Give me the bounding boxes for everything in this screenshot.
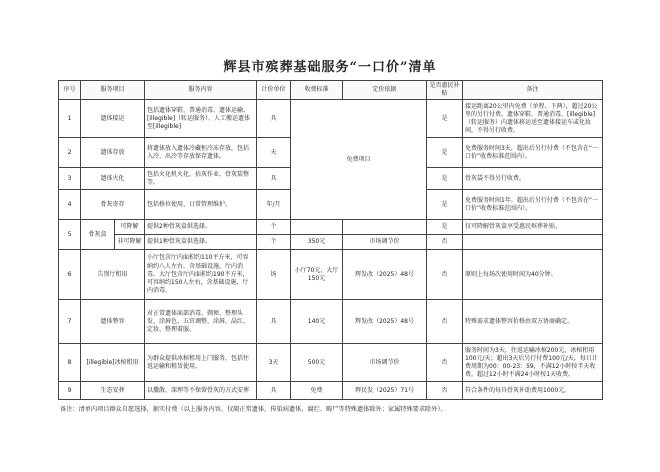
cell-benefit: 否 [427, 235, 463, 250]
cell-seq: 7 [59, 300, 81, 344]
cell-unit: 具 [257, 100, 291, 138]
cell-remark: 符合条件的每具骨灰补助费用1000元。 [463, 382, 603, 400]
cell-remark: 免费服务时间1年。超出后另行付费（不包含在“一口价”收费标准范围内）。 [463, 190, 603, 220]
cell-unit: 个 [257, 220, 291, 235]
cell-subitem: 非可降解 [115, 235, 145, 250]
header-benefit: 是否惠民补贴 [427, 81, 463, 100]
cell-seq: 3 [59, 168, 81, 190]
cell-content: 包括火化机火化、拾灰作业、骨灰装整等。 [145, 168, 257, 190]
cell-benefit: 否 [427, 382, 463, 400]
cell-content: 为群众提供冰棺租用上门服务，包括往返运输和租赁使用。 [145, 344, 257, 382]
cell-seq: 9 [59, 382, 81, 400]
cell-std: 350元 [291, 235, 343, 250]
cell-std: 500元 [291, 344, 343, 382]
cell-remark: 免费服务时间3天，超出后另行付费（不包含在“一口价”收费标准范围内）。 [463, 138, 603, 168]
cell-remark: 特殊需求遗体整容价格由双方协商确定。 [463, 300, 603, 344]
cell-remark [463, 235, 603, 250]
cell-benefit: 否 [427, 344, 463, 382]
cell-content: 小厅包含厅内面积约110平方米，可容纳约八人左右，含基础设施，厅内消毒。大厅包含厅内面积约190平方米，可容纳约150人左右，含基础设施，厅内消毒。 [145, 250, 257, 300]
cell-seq: 1 [59, 100, 81, 138]
table-row [59, 250, 603, 300]
footnote: 备注：清单内项目群众自愿选择，据实付费（以上服务内容，仅限正常遗体，传染病遗体、腐烂、畸尸等特殊遗体除外；家属特殊要求除外）。 [60, 406, 447, 413]
cell-seq: 8 [59, 344, 81, 382]
cell-std: 140元 [291, 300, 343, 344]
cell-content: 对正常遗体面部消毒、剃须、整理头发、涂唇色、五官调整、涂唇、晶红、定妆、整理着服。 [145, 300, 257, 344]
cell-benefit: 是 [427, 138, 463, 168]
cell-remark: 骨灰袋不得另行收费。 [463, 168, 603, 190]
cell-unit: 具 [257, 382, 291, 400]
cell-unit: 3天 [257, 344, 291, 382]
cell-seq: 4 [59, 190, 81, 220]
cell-unit: 年/月 [257, 190, 291, 220]
cell-benefit: 是 [427, 190, 463, 220]
cell-content: 包括遗体穿鞋、普通消毒、遗体运输、[illegible]（转运服务）、人工搬运遗体至[illegible] [145, 100, 257, 138]
cell-item: 遗体火化 [81, 168, 145, 190]
header-seq: 序号 [59, 81, 81, 100]
cell-unit: 具 [257, 168, 291, 190]
cell-item: [illegible]冰棺租用 [81, 344, 145, 382]
cell-item: 生态安葬 [81, 382, 145, 400]
document-title: 辉县市殡葬基础服务“一口价”清单 [223, 60, 437, 75]
cell-remark: 接运距离20公里内免费（单程、下两），超过20公里的另行付费。遗体穿鞋、普通消毒、[illegible]（转运服务）内遗体移运送至遗体接运车或化妆间，不得另行收费。 [463, 100, 603, 138]
price-list-table [58, 80, 603, 400]
cell-benefit: 否 [427, 250, 463, 300]
cell-benefit: 是 [427, 220, 463, 235]
table-row [59, 382, 603, 400]
cell-remark: 仅可降解骨灰盒享受惠民殡葬补贴。 [463, 220, 603, 235]
cell-seq: 6 [59, 250, 81, 300]
cell-item: 遗体整容 [81, 300, 145, 344]
cell-seq: 5 [59, 220, 81, 250]
cell-benefit: 是 [427, 100, 463, 138]
cell-content: 提供2种骨灰盒供选择。 [145, 220, 257, 235]
cell-unit: 场 [257, 250, 291, 300]
header-basis: 定价依据 [343, 81, 427, 100]
cell-std: 小厅70元、大厅150元 [291, 250, 343, 300]
table-row [59, 300, 603, 344]
cell-content: 提供1种骨灰盒供选择。 [145, 235, 257, 250]
cell-content: 包括格位使用、日常管理维护。 [145, 190, 257, 220]
header-row [59, 81, 603, 100]
header-unit: 计价单位 [257, 81, 291, 100]
cell-item: 骨灰盒 [81, 220, 115, 250]
cell-std [291, 220, 343, 235]
cell-std: 免费 [291, 382, 343, 400]
cell-item: 遗体接运 [81, 100, 145, 138]
cell-benefit: 是 [427, 168, 463, 190]
cell-unit: 天 [257, 138, 291, 168]
table-row [59, 100, 603, 138]
cell-basis: 辉发改（2025）48号 [343, 300, 427, 344]
cell-basis: 辉民发（2025）71号 [343, 382, 427, 400]
cell-content: 将遗体放入遗体冷藏柜冷冻存放，包括入冷、出冷等存放保存遗体。 [145, 138, 257, 168]
cell-free-merged: 免费项目 [291, 100, 427, 220]
cell-benefit: 否 [427, 300, 463, 344]
cell-content: 以撒散、深埋等不保留骨灰的方式安葬 [145, 382, 257, 400]
header-item: 服务项目 [81, 81, 145, 100]
cell-basis: 市场调节价 [343, 235, 427, 250]
header-content: 服务内容 [145, 81, 257, 100]
cell-remark: 原则上每场次使用时间为40分钟。 [463, 250, 603, 300]
cell-basis [343, 220, 427, 235]
cell-unit: 个 [257, 235, 291, 250]
cell-item: 骨灰寄存 [81, 190, 145, 220]
cell-subitem: 可降解 [115, 220, 145, 235]
table-row [59, 344, 603, 382]
cell-basis: 市场调节价 [343, 344, 427, 382]
header-remark: 备注 [463, 81, 603, 100]
cell-item: 遗体存放 [81, 138, 145, 168]
cell-unit: 具 [257, 300, 291, 344]
cell-item: 告别厅租用 [81, 250, 145, 300]
cell-basis: 辉发改（2025）48号 [343, 250, 427, 300]
header-std: 收费标准 [291, 81, 343, 100]
table-row [59, 235, 603, 250]
cell-remark: 服务时间为3天，往返运输冰棺200元，冰棺租用100元/天；超出3天后另行付费100元/天。每日计费周期为00：00-23：59，不满12小时按半天收费，超过12小时不满24小时按1天收费。 [463, 344, 603, 382]
table-row [59, 220, 603, 235]
cell-seq: 2 [59, 138, 81, 168]
